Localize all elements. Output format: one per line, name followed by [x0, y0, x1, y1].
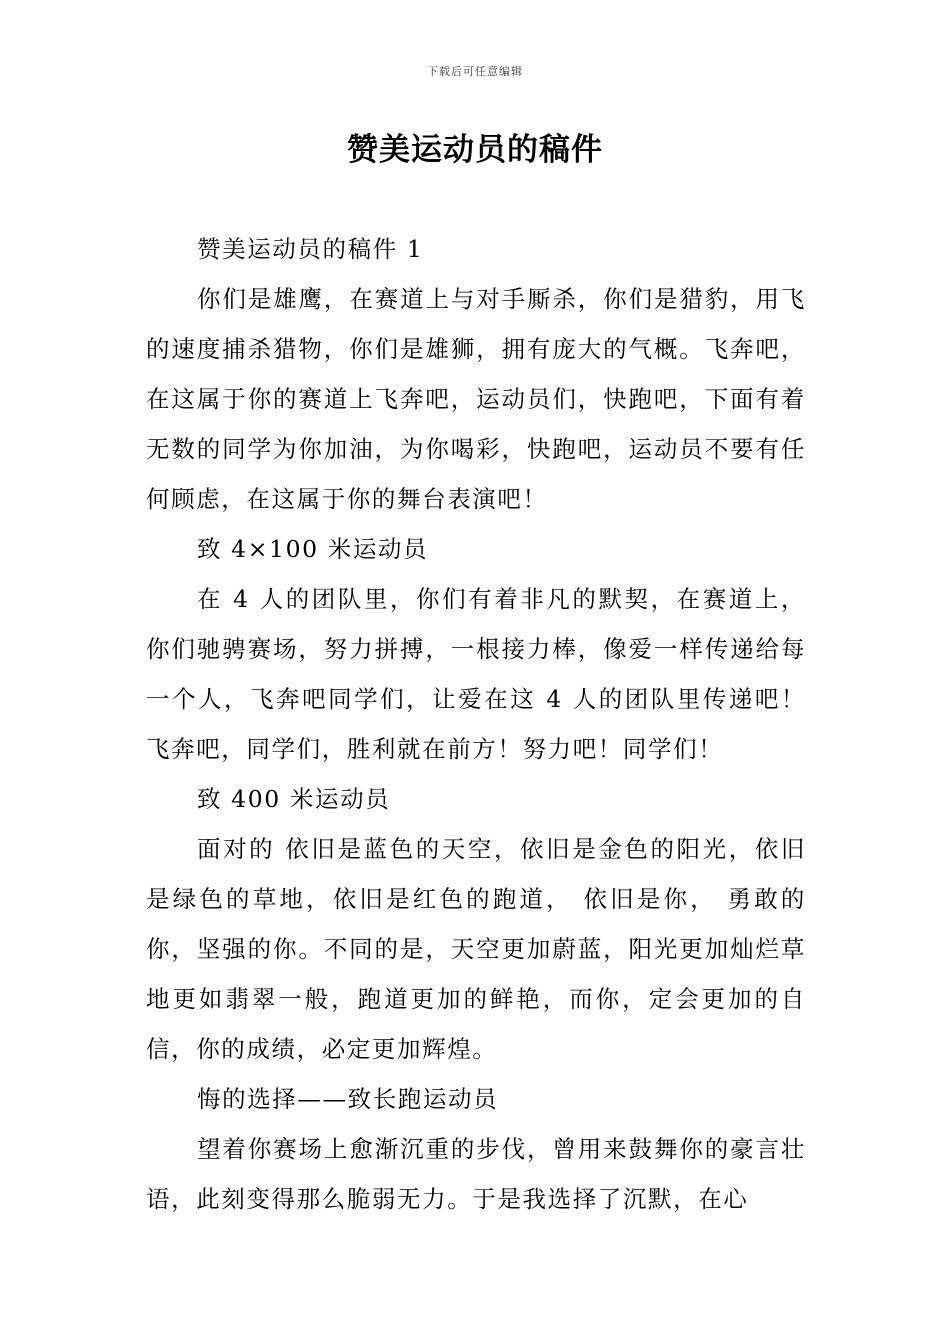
paragraph: 在 4 人的团队里，你们有着非凡的默契，在赛道上，你们驰骋赛场，努力拼搏，一根接力棒，像爱一样传递给每一个人，飞奔吧同学们，让爱在这 4 人的团队里传递吧！飞奔吧，同学们，胜利就在前方！努力吧！同学们！: [146, 585, 806, 763]
paragraph: 面对的 依旧是蓝色的天空，依旧是金色的阳光，依旧是绿色的草地，依旧是红色的跑道， 依旧是你， 勇敢的你，坚强的你。不同的是，天空更加蔚蓝，阳光更加灿烂草地更如翡翠一般，跑道更加的鲜艳，而你，定会更加的自信，你的成绩，必定更加辉煌。: [146, 835, 806, 1063]
document-title: 赞美运动员的稿件: [347, 132, 603, 168]
paragraph: 你们是雄鹰，在赛道上与对手厮杀，你们是猎豹，用飞的速度捕杀猎物，你们是雄狮，拥有庞大的气概。飞奔吧，在这属于你的赛道上飞奔吧，运动员们，快跑吧，下面有着无数的同学为你加油，为你喝彩，快跑吧，运动员不要有任何顾虑，在这属于你的舞台表演吧！: [146, 285, 806, 513]
paragraph: 望着你赛场上愈渐沉重的步伐，曾用来鼓舞你的豪言壮语，此刻变得那么脆弱无力。于是我选择了沉默，在心: [146, 1135, 806, 1213]
section-heading: 赞美运动员的稿件 1: [197, 235, 424, 263]
document-body: [146, 224, 806, 1224]
header-note: 下载后可任意编辑: [427, 65, 523, 78]
section-heading: 悔的选择——致长跑运动员: [197, 1085, 499, 1113]
section-heading: 致 4×100 米运动员: [197, 535, 429, 563]
section-heading: 致 400 米运动员: [197, 785, 391, 813]
